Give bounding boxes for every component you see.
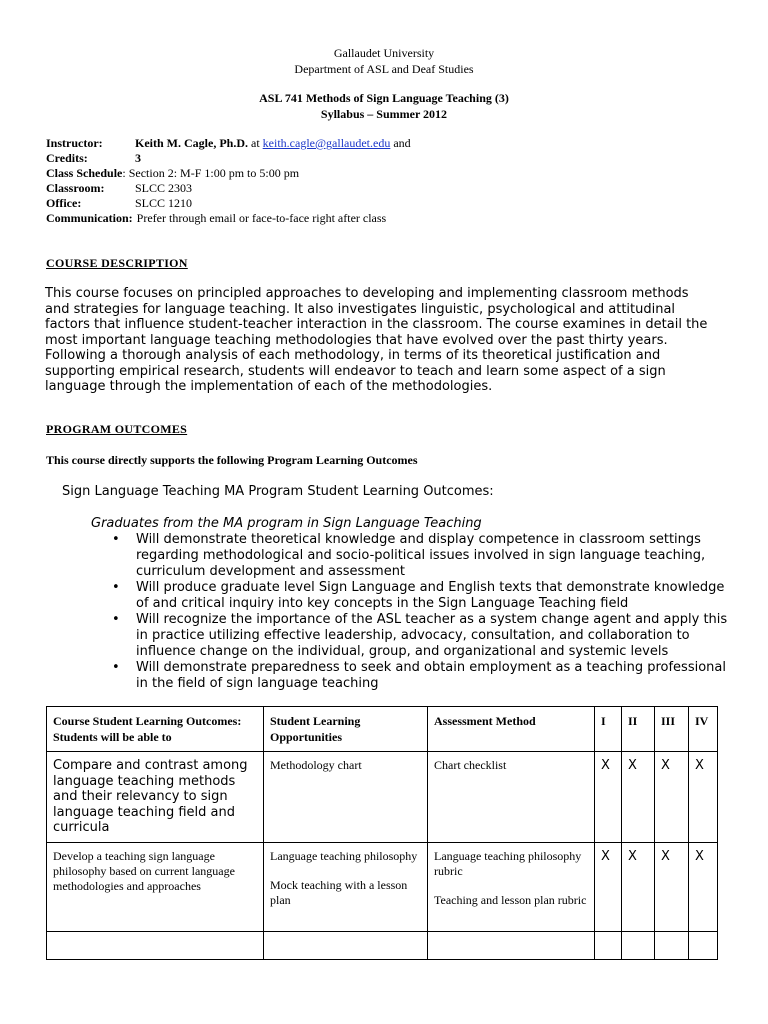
row1-mark-ii: X [622,752,655,843]
classroom-value: SLCC 2303 [135,181,193,195]
schedule-row [46,166,411,181]
list-item: • Will demonstrate preparedness to seek and obtain employment as a teaching professional in the field of sign language teaching [108,660,728,692]
instructor-email-link[interactable]: keith.cagle@gallaudet.edu [262,136,391,150]
row1-opportunity: Methodology chart [264,752,428,843]
empty-cell [689,931,718,959]
communication-row [46,211,411,226]
course-title-block [0,90,768,122]
empty-cell [595,931,622,959]
empty-cell [264,931,428,959]
course-info [46,136,411,226]
row2-assessment-2: Teaching and lesson plan rubric [434,892,587,907]
row1-mark-iii: X [655,752,689,843]
list-item: • Will produce graduate level Sign Language and English texts that demonstrate knowledge of and critical inquiry into key concepts in the Sign Language Teaching field [108,580,728,612]
slo-title: Sign Language Teaching MA Program Student Learning Outcomes: [62,484,494,499]
course-description-text: This course focuses on principled approaches to developing and implementing classroom methods and strategies for language teaching. It also investigates linguistic, psychological and attitudinal factors that influence student-teacher interaction in the classroom. The course examines in detail the most important language teaching methodologies that have evolved over the past thirty years. Following a thorough analysis of each methodology, in terms of its theoretical justification and supporting empirical research, students will endeavor to teach and learn some aspect of a sign language through the implementation of each of the methodologies. [45,286,708,394]
row2-mark-ii: X [622,842,655,931]
schedule-label: Class Schedule [46,166,123,180]
empty-cell [622,931,655,959]
list-item: • Will recognize the importance of the ASL teacher as a system change agent and apply this in practice utilizing effective leadership, advocacy, consultation, and collaboration to influence change on the individual, group, and organizational and systemic levels [108,612,728,660]
graduates-title: Graduates from the MA program in Sign Language Teaching [91,516,482,531]
instructor-at: at [248,136,263,150]
header-opportunities: Student Learning Opportunities [264,707,428,752]
empty-cell [47,931,264,959]
office-row [46,196,411,211]
instructor-and: and [390,136,411,150]
row2-assessment-1: Language teaching philosophy rubric [434,848,582,878]
row1-outcome: Compare and contrast among language teaching methods and their relevancy to sign language teaching field and curricula [47,752,264,843]
row2-opportunity-2: Mock teaching with a lesson plan [270,877,408,907]
syllabus-term: Syllabus – Summer 2012 [320,107,448,121]
credits-value: 3 [135,151,141,165]
department-name: Department of ASL and Deaf Studies [294,62,474,76]
schedule-value: : Section 2: M-F 1:00 pm to 5:00 pm [122,166,300,180]
classroom-row [46,181,411,196]
office-value: SLCC 1210 [135,196,193,210]
row2-assessments [428,842,595,931]
empty-cell [428,931,595,959]
classroom-label: Classroom: [46,181,105,195]
instructor-name: Keith M. Cagle, Ph.D. [135,136,248,150]
row2-outcome: Develop a teaching sign language philosophy based on current language methodologies and approaches [47,842,264,931]
course-title: ASL 741 Methods of Sign Language Teaching (3) [259,91,509,105]
row2-mark-i: X [595,842,622,931]
row2-opportunity-1: Language teaching philosophy [270,848,418,863]
table-row [47,931,718,959]
row1-mark-i: X [595,752,622,843]
outcomes-table [46,706,718,960]
outcomes-list [108,532,728,692]
table-row [47,752,718,843]
credits-label: Credits: [46,151,88,165]
supports-statement: This course directly supports the following Program Learning Outcomes [46,453,418,467]
row2-opportunities [264,842,428,931]
document-header [0,45,768,77]
instructor-label: Instructor: [46,136,103,150]
header-col-i: I [595,707,622,752]
list-item: • Will demonstrate theoretical knowledge and display competence in classroom settings regarding methodological and socio-political issues involved in sign language teaching, curriculum development and assessment [108,532,728,580]
credits-row [46,151,411,166]
header-assessment: Assessment Method [428,707,595,752]
header-outcomes: Course Student Learning Outcomes: Students will be able to [47,707,264,752]
communication-label: Communication: [46,211,133,225]
office-label: Office: [46,196,82,210]
row1-mark-iv: X [689,752,718,843]
course-description-heading: COURSE DESCRIPTION [46,256,188,270]
header-col-ii: II [622,707,655,752]
instructor-row [46,136,411,151]
university-name: Gallaudet University [333,46,435,60]
header-col-iii: III [655,707,689,752]
row2-mark-iii: X [655,842,689,931]
table-header-row [47,707,718,752]
row2-mark-iv: X [689,842,718,931]
communication-value: Prefer through email or face-to-face right after class [136,211,387,225]
header-col-iv: IV [689,707,718,752]
table-row [47,842,718,931]
program-outcomes-heading: PROGRAM OUTCOMES [46,422,188,436]
empty-cell [655,931,689,959]
row1-assessment: Chart checklist [428,752,595,843]
